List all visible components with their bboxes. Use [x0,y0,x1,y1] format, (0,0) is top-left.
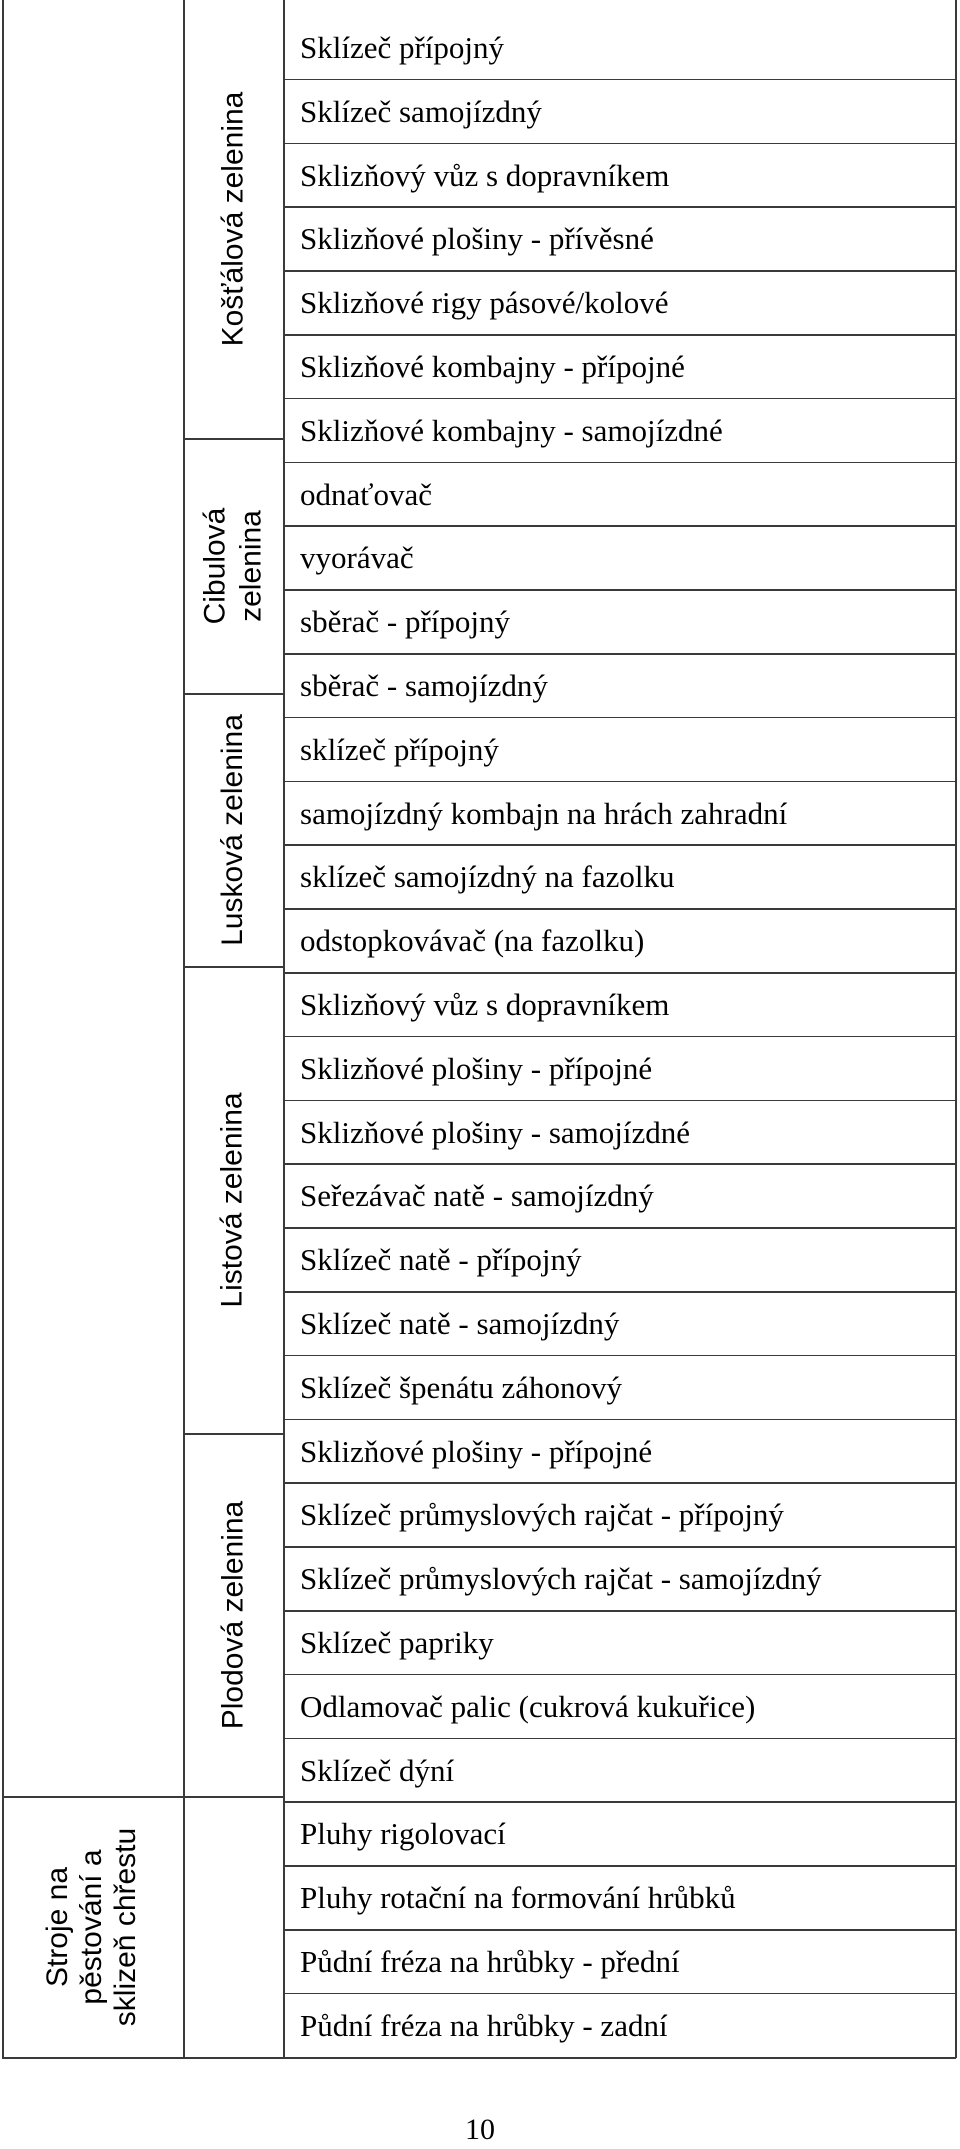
list-item: sběrač - přípojný [300,604,511,640]
list-item: Půdní fréza na hrůbky - přední [300,1944,680,1979]
list-item: Sklízeč špenátu záhonový [300,1369,622,1405]
list-item: sběrač - samojízdný [300,668,548,703]
list-item: Odlamovač palic (cukrová kukuřice) [300,1688,756,1724]
list-item: Sklízeč průmyslových rajčat - přípojný [300,1497,784,1533]
list-item: Sklizňové rigy pásové/kolové [300,285,669,321]
list-item: Sklízeč přípojný [300,30,505,65]
list-item: Sklízeč natě - samojízdný [300,1306,620,1341]
group-label-luskova [183,693,283,966]
list-item: Seřezávač natě - samojízdný [300,1178,654,1214]
list-item: Sklizňové plošiny - přívěsné [300,221,654,257]
group-label-line: Cibulová [198,507,232,624]
group-label-text: Košťálová zelenina [216,91,250,347]
table-border-col2 [283,0,285,2058]
list-item: Sklízeč dýní [300,1752,455,1788]
list-item: Sklizňový vůz s dopravníkem [300,987,670,1022]
list-item: Sklizňové plošiny - přípojné [300,1050,653,1086]
list-item: Sklizňové plošiny - samojízdné [300,1114,691,1150]
group-label-line: sklizeň chřestu [109,1827,143,2026]
list-item: Sklizňové plošiny - přípojné [300,1433,653,1469]
list-item: sklízeč přípojný [300,731,499,767]
list-item: Půdní fréza na hrůbky - zadní [300,2007,668,2043]
group-label-chrest [2,1796,182,2057]
table-border-left [2,0,4,2058]
page-number: 10 [465,2113,495,2146]
group-label-text: Plodová zelenina [216,1500,250,1729]
group-label-line: zelenina [234,509,268,622]
list-item: Pluhy rotační na formování hrůbků [300,1880,736,1916]
group-label-text: Listová zelenina [216,1091,249,1308]
group-label-listova [183,966,283,1433]
group-label-line: Stroje na [41,1866,75,1987]
list-item: Sklizňový vůz s dopravníkem [300,157,670,193]
list-item: Sklízeč průmyslových rajčat - samojízdný [300,1561,822,1597]
list-item: Sklízeč natě - přípojný [300,1242,582,1278]
group-label-cibulova [183,438,283,693]
list-item: Sklízeč samojízdný [300,93,542,129]
list-item: Pluhy rigolovací [300,1816,506,1852]
list-item: Sklízeč papriky [300,1625,494,1660]
group-label-line: pěstování a [75,1848,109,2005]
list-item: odstopkovávač (na fazolku) [300,923,645,959]
list-item: samojízdný kombajn na hrách zahradní [300,795,788,831]
list-item: Sklizňové kombajny - samojízdné [300,412,723,448]
table-border-right [955,0,957,2058]
group-label-text [197,507,269,624]
group-label-kostalova [183,0,283,438]
group-label-text: Lusková zelenina [216,713,250,946]
group-label-plodova [183,1433,283,1796]
list-item: sklízeč samojízdný na fazolku [300,859,675,895]
list-item: vyorávač [300,540,414,576]
group-label-text [41,1827,143,2025]
list-item: odnaťovač [300,476,433,512]
list-item: Sklizňové kombajny - přípojné [300,349,685,384]
